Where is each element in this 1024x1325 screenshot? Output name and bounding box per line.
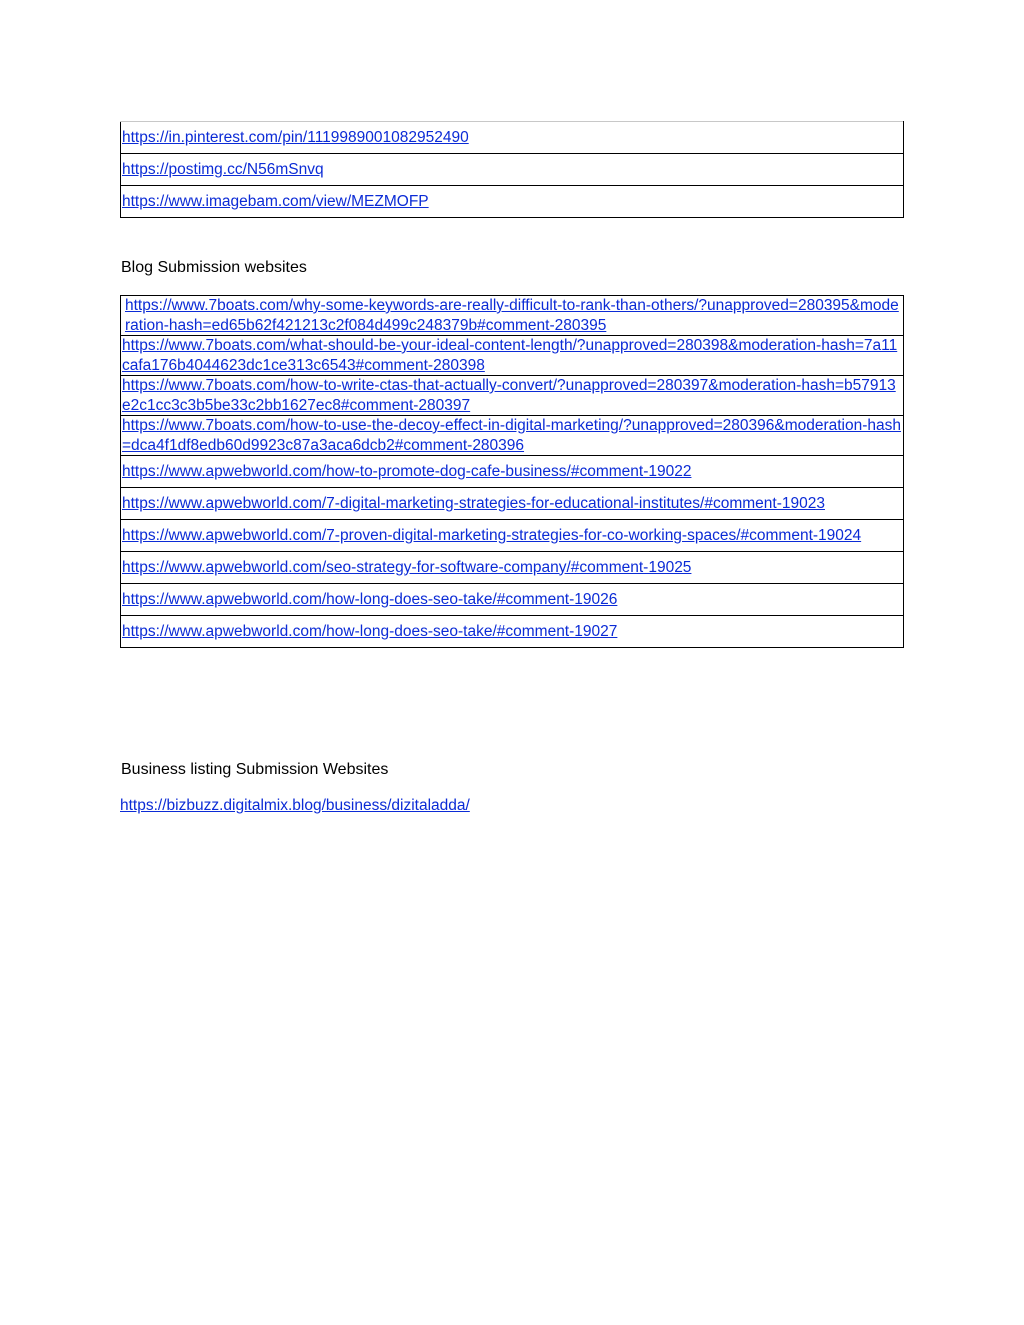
link[interactable]: https://www.imagebam.com/view/MEZMOFP (122, 192, 429, 210)
table-row (121, 584, 904, 616)
table-row (121, 154, 904, 186)
link[interactable]: https://www.apwebworld.com/7-digital-marketing-strategies-for-educational-institutes/#comment-19023 (122, 494, 825, 512)
table-row (121, 488, 904, 520)
image-sharing-table (120, 121, 904, 218)
table-cell (121, 296, 904, 336)
table-row (121, 296, 904, 336)
link[interactable]: https://in.pinterest.com/pin/1119989001082952490 (122, 128, 469, 146)
business-section-heading: Business listing Submission Websites (121, 761, 389, 778)
table-cell (121, 520, 904, 552)
table-cell (121, 376, 904, 416)
table-cell (121, 488, 904, 520)
table-cell (121, 552, 904, 584)
table-row (121, 122, 904, 154)
link[interactable]: https://www.apwebworld.com/how-long-does-seo-take/#comment-19026 (122, 590, 618, 608)
table-cell (121, 186, 904, 218)
link[interactable]: https://www.apwebworld.com/how-to-promote-dog-cafe-business/#comment-19022 (122, 462, 692, 480)
link[interactable]: https://www.apwebworld.com/seo-strategy-for-software-company/#comment-19025 (122, 558, 692, 576)
blog-section-heading: Blog Submission websites (121, 259, 307, 276)
link[interactable]: https://postimg.cc/N56mSnvq (122, 160, 324, 178)
table-cell (121, 336, 904, 376)
table-cell (121, 616, 904, 648)
table-row (121, 552, 904, 584)
blog-submission-table (120, 295, 904, 648)
table-cell (121, 154, 904, 186)
link[interactable]: https://www.apwebworld.com/7-proven-digital-marketing-strategies-for-co-working-spaces/#comment-19024 (122, 526, 862, 544)
table-row (121, 416, 904, 456)
link[interactable]: https://www.apwebworld.com/how-long-does-seo-take/#comment-19027 (122, 622, 618, 640)
table-row (121, 616, 904, 648)
business-listing-link[interactable]: https://bizbuzz.digitalmix.blog/business/dizitaladda/ (120, 797, 470, 814)
link[interactable]: https://www.7boats.com/what-should-be-your-ideal-content-length/?unapproved=280398&moderation-hash=7a11cafa176b4044623dc1ce313c6543#comment-280398 (122, 337, 898, 374)
table-row (121, 336, 904, 376)
table-row (121, 376, 904, 416)
table-row (121, 186, 904, 218)
table-row (121, 456, 904, 488)
table-row (121, 520, 904, 552)
table-cell (121, 584, 904, 616)
link[interactable]: https://www.7boats.com/how-to-use-the-decoy-effect-in-digital-marketing/?unapproved=280396&moderation-hash=dca4f1df8edb60d9923c87a3aca6dcb2#comment-280396 (122, 417, 902, 454)
table-cell (121, 122, 904, 154)
table-cell (121, 416, 904, 456)
table-cell (121, 456, 904, 488)
link[interactable]: https://www.7boats.com/how-to-write-ctas-that-actually-convert/?unapproved=280397&moderation-hash=b57913e2c1cc3c3b5be33c2bb1627ec8#comment-280397 (122, 377, 896, 414)
link[interactable]: https://www.7boats.com/why-some-keywords-are-really-difficult-to-rank-than-others/?unapproved=280395&moderation-hash=ed65b62f421213c2f084d499c248379b#comment-280395 (125, 297, 899, 334)
